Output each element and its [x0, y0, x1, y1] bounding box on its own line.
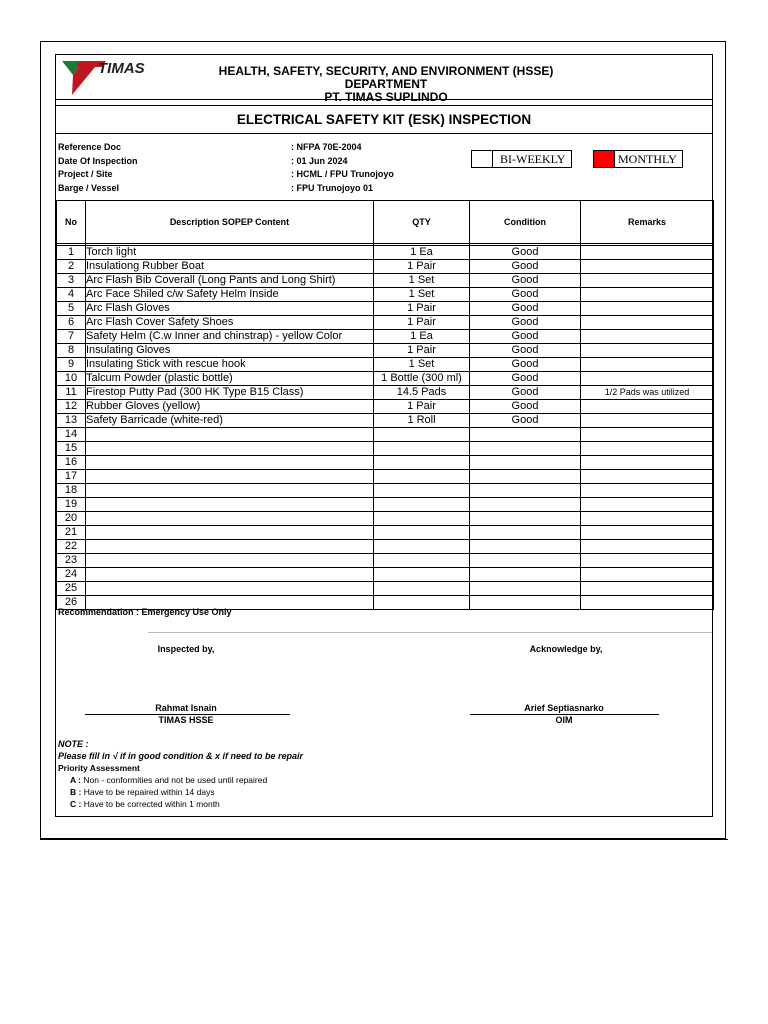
monthly-checkbox[interactable] — [593, 150, 683, 168]
row-remarks — [581, 246, 714, 260]
table-row — [57, 414, 714, 428]
row-condition: Good — [470, 358, 581, 372]
row-qty — [374, 456, 470, 470]
priority-a-key: A : — [70, 775, 82, 785]
row-remarks — [581, 260, 714, 274]
row-condition: Good — [470, 414, 581, 428]
row-qty — [374, 498, 470, 512]
row-qty: 14.5 Pads — [374, 386, 470, 400]
row-condition — [470, 512, 581, 526]
row-no: 12 — [57, 400, 86, 414]
row-description — [86, 484, 374, 498]
inspector-role: TIMAS HSSE — [158, 715, 214, 725]
row-qty — [374, 582, 470, 596]
row-no: 1 — [57, 246, 86, 260]
table-row — [57, 498, 714, 512]
row-remarks — [581, 344, 714, 358]
row-no: 24 — [57, 568, 86, 582]
row-description — [86, 428, 374, 442]
inspector-name: Rahmat Isnain — [155, 703, 217, 713]
frame-bottom-line — [40, 839, 728, 842]
row-description — [86, 498, 374, 512]
header-description: Description SOPEP Content — [86, 201, 374, 244]
row-qty — [374, 596, 470, 610]
row-remarks — [581, 358, 714, 372]
row-remarks — [581, 316, 714, 330]
row-condition: Good — [470, 330, 581, 344]
company-name: PT. TIMAS SUPLINDO — [324, 90, 448, 104]
priority-c-key: C : — [70, 799, 82, 809]
header-no: No — [57, 201, 86, 244]
acknowledger-name: Arief Septiasnarko — [524, 703, 604, 713]
table-row — [57, 512, 714, 526]
row-remarks — [581, 442, 714, 456]
row-condition — [470, 428, 581, 442]
table-row — [57, 470, 714, 484]
row-qty — [374, 526, 470, 540]
row-no: 18 — [57, 484, 86, 498]
row-remarks — [581, 400, 714, 414]
table-row — [57, 274, 714, 288]
meta-value-reference: : NFPA 70E-2004 — [291, 142, 362, 152]
row-qty: 1 Set — [374, 358, 470, 372]
table-row — [57, 358, 714, 372]
row-remarks — [581, 274, 714, 288]
row-condition: Good — [470, 302, 581, 316]
row-description — [86, 470, 374, 484]
row-qty — [374, 568, 470, 582]
table-row — [57, 302, 714, 316]
row-qty: 1 Roll — [374, 414, 470, 428]
table-row — [57, 330, 714, 344]
note-heading: NOTE : — [58, 739, 89, 749]
row-description — [86, 540, 374, 554]
row-description: Safety Helm (C.w Inner and chinstrap) - yellow Color — [86, 330, 374, 344]
row-no: 25 — [57, 582, 86, 596]
row-qty: 1 Pair — [374, 260, 470, 274]
department-title — [186, 65, 586, 104]
row-no: 15 — [57, 442, 86, 456]
table-row — [57, 344, 714, 358]
row-remarks — [581, 372, 714, 386]
row-condition — [470, 442, 581, 456]
row-qty — [374, 442, 470, 456]
inspected-by-label: Inspected by, — [157, 644, 215, 654]
row-description: Firestop Putty Pad (300 HK Type B15 Class) — [86, 386, 374, 400]
table-row — [57, 526, 714, 540]
row-condition: Good — [470, 344, 581, 358]
row-no: 20 — [57, 512, 86, 526]
row-no: 16 — [57, 456, 86, 470]
priority-a-text: Non - conformities and not be used until repaired — [83, 775, 268, 785]
row-description: Insulationg Rubber Boat — [86, 260, 374, 274]
recommendation-divider — [148, 632, 712, 633]
meta-value-project: : HCML / FPU Trunojoyo — [291, 169, 394, 179]
row-qty: 1 Ea — [374, 330, 470, 344]
row-no: 5 — [57, 302, 86, 316]
row-remarks — [581, 484, 714, 498]
row-description — [86, 512, 374, 526]
meta-label-date: Date Of Inspection — [58, 156, 138, 166]
row-description: Arc Flash Gloves — [86, 302, 374, 316]
row-qty — [374, 428, 470, 442]
row-qty — [374, 470, 470, 484]
row-no: 21 — [57, 526, 86, 540]
row-no: 17 — [57, 470, 86, 484]
row-no: 11 — [57, 386, 86, 400]
row-description: Insulating Stick with rescue hook — [86, 358, 374, 372]
row-no: 9 — [57, 358, 86, 372]
row-remarks — [581, 498, 714, 512]
row-no: 7 — [57, 330, 86, 344]
row-condition — [470, 470, 581, 484]
priority-c — [70, 799, 220, 809]
row-description: Torch light — [86, 246, 374, 260]
row-no: 22 — [57, 540, 86, 554]
row-description: Insulating Gloves — [86, 344, 374, 358]
row-condition: Good — [470, 274, 581, 288]
table-row — [57, 484, 714, 498]
row-qty: 1 Ea — [374, 246, 470, 260]
row-condition: Good — [470, 316, 581, 330]
row-description — [86, 456, 374, 470]
row-remarks — [581, 302, 714, 316]
row-no: 8 — [57, 344, 86, 358]
table-row — [57, 260, 714, 274]
row-remarks — [581, 456, 714, 470]
row-no: 10 — [57, 372, 86, 386]
biweekly-checkbox[interactable] — [471, 150, 572, 168]
row-condition: Good — [470, 246, 581, 260]
row-condition: Good — [470, 372, 581, 386]
row-condition — [470, 484, 581, 498]
row-remarks — [581, 512, 714, 526]
meta-label-project: Project / Site — [58, 169, 113, 179]
monthly-label: MONTHLY — [618, 152, 677, 166]
row-condition — [470, 498, 581, 512]
row-condition: Good — [470, 260, 581, 274]
row-no: 6 — [57, 316, 86, 330]
row-no: 14 — [57, 428, 86, 442]
document-frame — [40, 41, 726, 839]
row-description — [86, 554, 374, 568]
row-condition — [470, 568, 581, 582]
row-remarks — [581, 596, 714, 610]
table-row — [57, 442, 714, 456]
acknowledger-role: OIM — [555, 715, 573, 725]
row-remarks — [581, 428, 714, 442]
table-row — [57, 246, 714, 260]
row-no: 3 — [57, 274, 86, 288]
note-instruction: Please fill in √ if in good condition & x if need to be repair — [58, 751, 303, 761]
table-row — [57, 554, 714, 568]
row-qty — [374, 554, 470, 568]
row-qty: 1 Pair — [374, 344, 470, 358]
monthly-square-checked — [594, 151, 615, 167]
priority-b — [70, 787, 215, 797]
row-remarks — [581, 582, 714, 596]
recommendation: Recommendation : Emergency Use Only — [58, 607, 232, 617]
row-condition — [470, 554, 581, 568]
row-qty: 1 Set — [374, 274, 470, 288]
acknowledge-by-label: Acknowledge by, — [529, 644, 603, 654]
row-qty: 1 Pair — [374, 302, 470, 316]
priority-b-key: B : — [70, 787, 82, 797]
biweekly-square — [472, 151, 493, 167]
row-remarks — [581, 330, 714, 344]
row-no: 19 — [57, 498, 86, 512]
logo-text: TIMAS — [98, 60, 145, 77]
meta-label-reference: Reference Doc — [58, 142, 122, 152]
row-description: Talcum Powder (plastic bottle) — [86, 372, 374, 386]
row-condition — [470, 596, 581, 610]
table-row — [57, 540, 714, 554]
row-condition: Good — [470, 386, 581, 400]
row-no: 23 — [57, 554, 86, 568]
row-remarks — [581, 526, 714, 540]
row-qty — [374, 484, 470, 498]
row-remarks — [581, 568, 714, 582]
row-qty: 1 Pair — [374, 400, 470, 414]
header-remarks: Remarks — [581, 201, 714, 244]
row-description: Arc Flash Cover Safety Shoes — [86, 316, 374, 330]
row-qty: 1 Bottle (300 ml) — [374, 372, 470, 386]
table-row — [57, 428, 714, 442]
row-condition: Good — [470, 400, 581, 414]
row-no: 4 — [57, 288, 86, 302]
row-description: Safety Barricade (white-red) — [86, 414, 374, 428]
row-description — [86, 442, 374, 456]
row-condition: Good — [470, 288, 581, 302]
row-no: 26 — [57, 596, 86, 610]
priority-b-text: Have to be repaired within 14 days — [83, 787, 215, 797]
row-qty: 1 Pair — [374, 316, 470, 330]
header-qty: QTY — [374, 201, 470, 244]
row-description — [86, 568, 374, 582]
meta-value-date: : 01 Jun 2024 — [291, 156, 348, 166]
row-qty — [374, 512, 470, 526]
table-row — [57, 316, 714, 330]
row-remarks — [581, 470, 714, 484]
form-border — [55, 54, 713, 817]
row-remarks — [581, 554, 714, 568]
row-remarks — [581, 288, 714, 302]
row-qty — [374, 540, 470, 554]
row-no: 2 — [57, 260, 86, 274]
biweekly-label: BI-WEEKLY — [500, 152, 566, 166]
row-remarks — [581, 540, 714, 554]
row-condition — [470, 540, 581, 554]
meta-value-barge: : FPU Trunojoyo 01 — [291, 183, 374, 193]
department-line-1: HEALTH, SAFETY, SECURITY, AND ENVIRONMENT (HSSE) DEPARTMENT — [218, 64, 554, 91]
row-description: Rubber Gloves (yellow) — [86, 400, 374, 414]
header-box — [55, 54, 713, 104]
row-description — [86, 526, 374, 540]
header-condition: Condition — [470, 201, 581, 244]
table-row — [57, 582, 714, 596]
priority-a — [70, 775, 267, 785]
row-description: Arc Face Shiled c/w Safety Helm Inside — [86, 288, 374, 302]
row-description — [86, 582, 374, 596]
table-row — [57, 568, 714, 582]
row-description: Arc Flash Bib Coverall (Long Pants and Long Shirt) — [86, 274, 374, 288]
row-remarks: 1/2 Pads was utilized — [581, 386, 714, 400]
timas-logo-icon — [62, 59, 172, 97]
priority-c-text: Have to be corrected within 1 month — [83, 799, 220, 809]
table-row — [57, 386, 714, 400]
form-title: ELECTRICAL SAFETY KIT (ESK) INSPECTION — [55, 105, 713, 134]
table-row — [57, 372, 714, 386]
row-condition — [470, 582, 581, 596]
row-remarks — [581, 414, 714, 428]
table-row — [57, 288, 714, 302]
row-condition — [470, 456, 581, 470]
priority-heading: Priority Assessment — [58, 763, 140, 773]
inspection-table — [56, 200, 714, 610]
table-row — [57, 400, 714, 414]
row-no: 13 — [57, 414, 86, 428]
row-qty: 1 Set — [374, 288, 470, 302]
row-condition — [470, 526, 581, 540]
meta-label-barge: Barge / Vessel — [58, 183, 120, 193]
table-row — [57, 456, 714, 470]
